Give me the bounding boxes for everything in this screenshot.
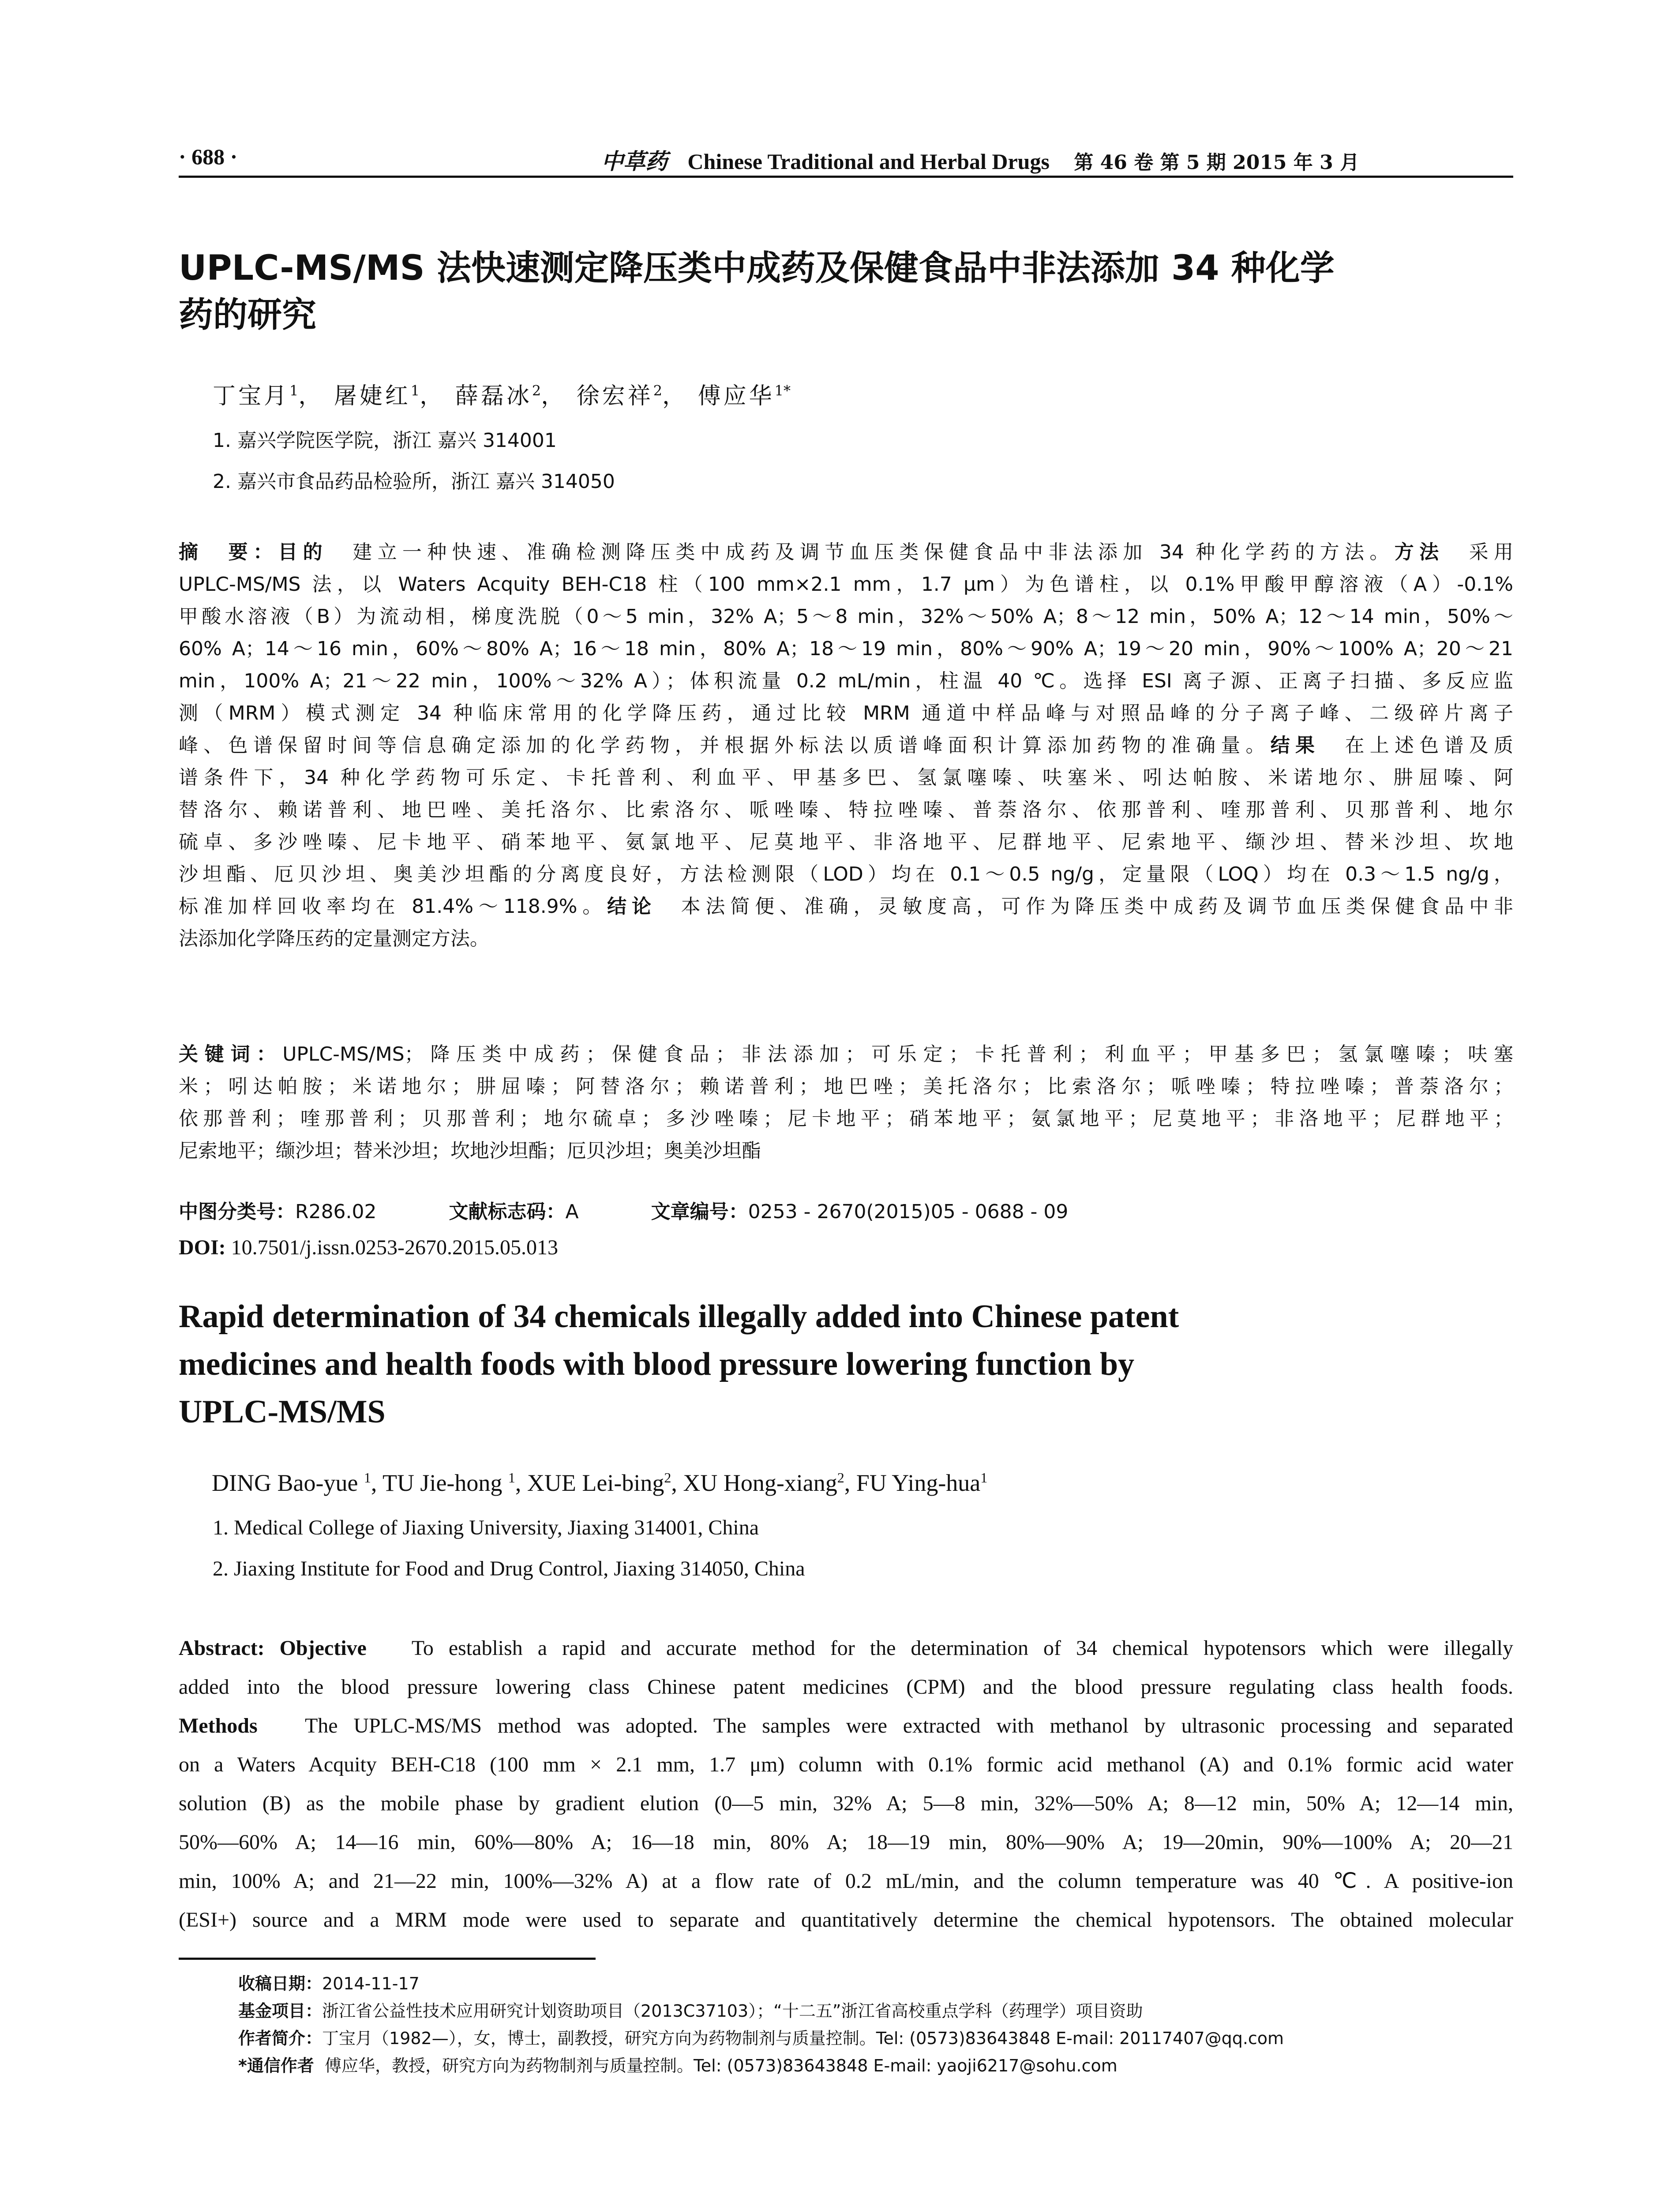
journal-issue: 第 46 卷 第 5 期 2015 年 3 月: [1074, 151, 1360, 174]
author-name: XUE Lei-bing: [527, 1470, 664, 1496]
abstract-line: 测（MRM）模式测定 34 种临床常用的化学降压药，通过比较 MRM 通道中样品峰与对照品峰的分子离子峰、二级碎片离子: [179, 702, 1513, 724]
abstract-line: added into the blood pressure lowering class Chinese patent medicines (CPM) and the blood pressure regulating class health foods.: [179, 1675, 1513, 1699]
author-affil-mark: 1: [364, 1470, 371, 1486]
footnote-rule: [179, 1958, 596, 1960]
abstract-line: 替洛尔、赖诺普利、地巴唑、美托洛尔、比索洛尔、哌唑嗪、特拉唑嗪、普萘洛尔、依那普利、喹那普利、贝那普利、地尔: [179, 799, 1513, 821]
abstract-line: Methods The UPLC-MS/MS method was adopted. The samples were extracted with methanol by ultrasonic processing and separated: [179, 1714, 1513, 1737]
affiliation-zh: 2. 嘉兴市食品药品检验所，浙江 嘉兴 314050: [213, 470, 615, 493]
page-number: · 688 ·: [179, 144, 238, 169]
affiliation-en: 1. Medical College of Jiaxing University, Jiaxing 314001, China: [213, 1516, 759, 1539]
classification-line: [179, 1196, 1134, 1224]
affiliation-zh: 1. 嘉兴学院医学院，浙江 嘉兴 314001: [213, 429, 557, 452]
journal-name-zh: 中草药: [601, 148, 668, 174]
abstract-line: 甲酸水溶液（B）为流动相，梯度洗脱（0～5 min，32% A；5～8 min，32%～50% A；8～12 min，50% A；12～14 min，50%～: [179, 605, 1513, 628]
title-en-line: UPLC-MS/MS: [179, 1394, 386, 1430]
journal-info: [601, 144, 1359, 176]
clc-number: 中图分类号：R286.02: [179, 1201, 377, 1223]
author-name: TU Jie-hong: [382, 1470, 502, 1496]
author-affil-mark: 2: [653, 382, 663, 399]
footnotes: [238, 1970, 1284, 2079]
article-number: 文章编号：0253 - 2670(2015)05 - 0688 - 09: [651, 1201, 1069, 1223]
title-en-line: Rapid determination of 34 chemicals illegally added into Chinese patent: [179, 1298, 1179, 1335]
abstract-line: solution (B) as the mobile phase by gradient elution (0—5 min, 32% A; 5—8 min, 32%—50% A; 8—12 min, 50% A; 12—14 min,: [179, 1792, 1513, 1815]
footnote-funding: 基金项目：浙江省公益性技术应用研究计划资助项目（2013C37103）；“十二五”浙江省高校重点学科（药理学）项目资助: [238, 2001, 1143, 2021]
author-affil-mark: 1: [289, 382, 299, 399]
header-rule: [179, 176, 1513, 178]
keywords-zh: [179, 1038, 1513, 1167]
abstract-line: 沙坦酯、厄贝沙坦、奥美沙坦酯的分离度良好，方法检测限（LOD）均在 0.1～0.5 ng/g，定量限（LOQ）均在 0.3～1.5 ng/g，: [179, 863, 1513, 885]
author-name: 傅应华: [698, 383, 775, 409]
author-name: DING Bao-yue: [212, 1470, 358, 1496]
abstract-label: Abstract: Objective: [179, 1636, 367, 1660]
abstract-line: 法添加化学降压药的定量测定方法。: [179, 927, 489, 950]
title-en: [179, 1293, 1513, 1436]
author-affil-mark: 1: [410, 382, 420, 399]
methods-label: Methods: [179, 1714, 258, 1737]
abstract-line: 硫卓、多沙唑嗪、尼卡地平、硝苯地平、氨氯地平、尼莫地平、非洛地平、尼群地平、尼索地平、缬沙坦、替米沙坦、坎地: [179, 831, 1513, 853]
abstract-line: 60% A；14～16 min，60%～80% A；16～18 min，80% A；18～19 min，80%～90% A；19～20 min，90%～100% A；20～21: [179, 638, 1513, 660]
author-affil-mark: 1: [508, 1470, 515, 1486]
running-header: [179, 140, 1513, 176]
title-zh-line: UPLC-MS/MS 法快速测定降压类中成药及保健食品中非法添加 34 种化学: [179, 248, 1335, 288]
author-name: 丁宝月: [213, 383, 290, 409]
abstract-line: on a Waters Acquity BEH-C18 (100 mm × 2.1 mm, 1.7 μm) column with 0.1% formic acid methanol (A) and 0.1% formic acid water: [179, 1753, 1513, 1776]
keywords-line: 依那普利；喹那普利；贝那普利；地尔硫卓；多沙唑嗪；尼卡地平；硝苯地平；氨氯地平；尼莫地平；非洛地平；尼群地平；: [179, 1107, 1513, 1130]
author-affil-mark: 2: [532, 382, 541, 399]
author-name: XU Hong-xiang: [683, 1470, 837, 1496]
authors-zh: 丁宝月$^1$， 屠婕红$^1$， 薛磊冰$^2$， 徐宏祥$^2$， 傅应华$^{1*}$: [213, 382, 791, 409]
abstract-line: (ESI+) source and a MRM mode were used to separate and quantitatively determine the chemical hypotensors. The obtained molecular: [179, 1908, 1513, 1932]
authors-en: DING Bao-yue $^1$, TU Jie-hong $^1$, XUE Lei-bing$^2$, XU Hong-xiang$^2$, FU Ying-hua$^1$: [212, 1470, 988, 1496]
abstract-zh: [179, 536, 1513, 955]
author-name: 徐宏祥: [576, 383, 653, 409]
abstract-line: Abstract: Objective To establish a rapid and accurate method for the determination of 34 chemical hypotensors which were illegally: [179, 1636, 1513, 1660]
title-zh: [179, 245, 1524, 338]
abstract-line: 标准加样回收率均在 81.4%～118.9%。结论 本法简便、准确，灵敏度高，可作为降压类中成药及调节血压类保健食品中非: [179, 895, 1513, 918]
abstract-line: 50%—60% A; 14—16 min, 60%—80% A; 16—18 min, 80% A; 18—19 min, 80%—90% A; 19—20min, 90%—100% A; 20—21: [179, 1831, 1513, 1854]
footnote-corresponding: *通信作者 傅应华，教授，研究方向为药物制剂与质量控制。Tel: (0573)83643848 E-mail: yaoji6217@sohu.com: [238, 2056, 1118, 2075]
keywords-line: 尼索地平；缬沙坦；替米沙坦；坎地沙坦酯；厄贝沙坦；奥美沙坦酯: [179, 1140, 761, 1162]
author-affil-mark: 1*: [774, 382, 791, 399]
abstract-line: UPLC-MS/MS 法，以 Waters Acquity BEH-C18 柱（100 mm×2.1 mm，1.7 μm）为色谱柱，以 0.1%甲酸甲醇溶液（A）-0.1%: [179, 573, 1513, 596]
author-affil-mark: 1: [980, 1470, 988, 1486]
abstract-en: [179, 1629, 1513, 1940]
author-affil-mark: 2: [664, 1470, 671, 1486]
affiliation-en: 2. Jiaxing Institute for Food and Drug Control, Jiaxing 314050, China: [213, 1557, 805, 1580]
keywords-line: 关键词：UPLC-MS/MS；降压类中成药；保健食品；非法添加；可乐定；卡托普利；利血平；甲基多巴；氢氯噻嗪；呋塞: [179, 1043, 1513, 1065]
document-code: 文献标志码：A: [449, 1201, 579, 1223]
abstract-line: min，100% A；21～22 min，100%～32% A）；体积流量 0.2 mL/min，柱温 40 ℃。选择 ESI 离子源、正离子扫描、多反应监: [179, 670, 1513, 692]
footnote-received: 收稿日期：2014-11-17: [238, 1974, 420, 1993]
author-name: 薛磊冰: [455, 383, 532, 409]
author-name: 屠婕红: [334, 383, 411, 409]
footnote-author-bio: 作者简介：丁宝月（1982—），女，博士，副教授，研究方向为药物制剂与质量控制。Tel: (0573)83643848 E-mail: 20117407@qq.com: [238, 2029, 1284, 2048]
author-affil-mark: 2: [837, 1470, 844, 1486]
abstract-line: 峰、色谱保留时间等信息确定添加的化学药物，并根据外标法以质谱峰面积计算添加药物的准确量。结果 在上述色谱及质: [179, 734, 1513, 757]
author-name: FU Ying-hua: [856, 1470, 981, 1496]
abstract-line: min, 100% A; and 21—22 min, 100%—32% A) at a flow rate of 0.2 mL/min, and the column temperature was 40 ℃. A positive-ion: [179, 1869, 1513, 1893]
keywords-label: 关键词：: [179, 1043, 283, 1065]
abstract-line: 摘 要：目的 建立一种快速、准确检测降压类中成药及调节血压类保健食品中非法添加 34 种化学药的方法。方法 采用: [179, 541, 1513, 563]
journal-name-en: Chinese Traditional and Herbal Drugs: [687, 149, 1050, 174]
title-zh-line: 药的研究: [179, 295, 317, 335]
title-en-line: medicines and health foods with blood pressure lowering function by: [179, 1346, 1135, 1382]
abstract-line: 谱条件下，34 种化学药物可乐定、卡托普利、利血平、甲基多巴、氢氯噻嗪、呋塞米、吲达帕胺、米诺地尔、肼屈嗪、阿: [179, 766, 1513, 789]
keywords-line: 米；吲达帕胺；米诺地尔；肼屈嗪；阿替洛尔；赖诺普利；地巴唑；美托洛尔；比索洛尔；哌唑嗪；特拉唑嗪；普萘洛尔；: [179, 1075, 1513, 1098]
doi: DOI: 10.7501/j.issn.0253-2670.2015.05.013: [179, 1236, 559, 1259]
